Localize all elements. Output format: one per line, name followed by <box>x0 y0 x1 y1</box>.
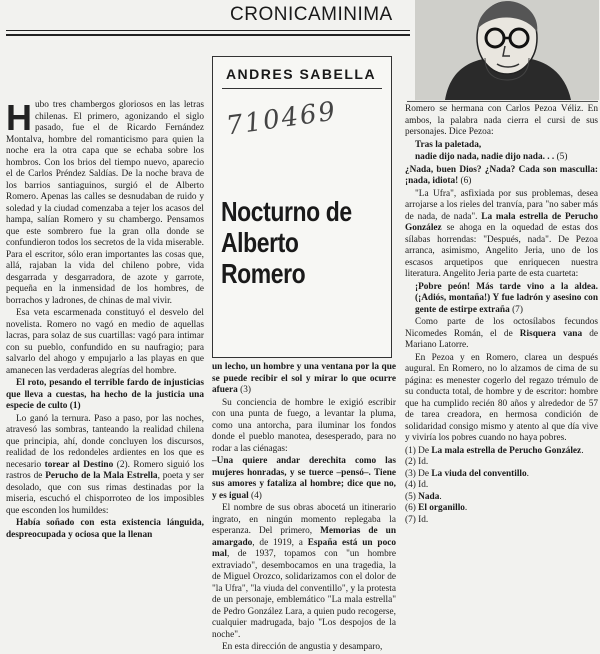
col2-quote-1: un lecho, un hombre y una ventana por la que se puede recibir el sol y mirar lo que ocurre afuera (3) <box>212 362 396 395</box>
col3-paragraph-3: Como parte de los octosílabos fecundos Nicomedes Román, el de Risquera vana de Mariano Latorre. <box>405 317 598 350</box>
author-portrait <box>415 0 599 100</box>
footnote: (5) Nada. <box>405 491 442 502</box>
footnotes <box>405 446 598 527</box>
col1-paragraph-2: Esa veta escarmenada constituyó el desvelo del novelista. Romero no vagó en medio de aquellas lacras, para solaz de sus cuartillas: vagó para intimar con su pueblo, confundido en su naufragio; para salvarlo del ahogo y empujarlo a las playas en que amanecen las verdaderas alegrías del hombre. <box>6 308 204 376</box>
footnote: (1) De La mala estrella de Perucho González. <box>405 445 584 456</box>
section-kicker: CRONICAMINIMA <box>230 4 393 25</box>
col3-paragraph-2: "La Ufra", asfixiada por sus problemas, desea arrojarse a los rieles del tranvía, para "no saber más de nada, de nada". La mala estrella de Perucho González se ahoga en la oquedad de estas dos sílabas horrendas: "Después, nada". De Pezoa arranca, asimismo, Angelito Jeria, uno de los escasos arquetipos que enriquecen nuestra literatura. Angelito Jeria parte de esta cuarteta: <box>405 188 598 279</box>
col3-verse-3: ¡Pobre peón! Más tarde vino a la aldea. (¡Adiós, montaña!) Y fue ladrón y asesino con gente de estirpe extraña (7) <box>415 281 598 315</box>
col2-paragraph-2: El nombre de sus obras abocetá un itinerario ingrato, en ningún momento replegaba la esperanza. Del primero, Memorias de un amargado, de 1919, a España está un poco mal, de 1937, topamos con "un hombre extraviado", desembocamos en una tragedia, la de Miguel Orozco, solidarizamos con el dolor de "la Ufra", "la viuda del conventillo", y la protesta de un personaje, emblemático "La mala estrella" de Pedro González Lara, a quien pudo recogerse, cualquier madrugada, bajo "Los despojos de la noche". <box>212 503 396 640</box>
header-rule-top <box>6 30 410 31</box>
author-name: ANDRES SABELLA <box>225 66 377 82</box>
handwritten-note: 710469 <box>224 96 339 142</box>
col3-quote-1: ¿Nada, buen Dios? ¿Nada? Cada son masculla: ¡nada, idiota! (6) <box>405 164 598 186</box>
column-2 <box>212 362 396 652</box>
author-rule <box>222 88 382 89</box>
col2-paragraph-1: Su conciencia de hombre le exigió escribir con una punta de fuego, a levantar la pluma, como una antorcha, para iluminar los fondos donde el pueblo manotea, desesperado, para no rodar a las ciénagas: <box>212 397 396 454</box>
col1-quote-2: Había soñado con esta existencia lánguida, despreocupada y ociosa que la llenan <box>6 518 204 540</box>
col3-verse-2: nadie dijo nada, nadie dijo nada. . . (5) <box>415 152 568 162</box>
portrait-rule <box>407 101 598 102</box>
article-title <box>221 196 359 289</box>
col1-quote-1: El roto, pesando el terrible fardo de injusticias que lleva a cuestas, ha hecho de la justicia una especie de culto (1) <box>6 378 204 411</box>
col2-quote-2: –Una quiere andar derechita como las mujeres honradas, y se tuerce –pensó–. Tiene sus amores y fataliza al hombre; dice que no, y es igual (4) <box>212 456 396 501</box>
col3-paragraph-1: Romero se hermana con Carlos Pezoa Véliz. En ambos, la palabra nada cierra el cursi de sus personajes. Dice Pezoa: <box>405 104 598 137</box>
title-line-2: Alberto Romero <box>221 227 306 289</box>
footnote: (6) El organillo. <box>405 503 468 513</box>
column-1 <box>6 97 205 540</box>
column-3 <box>405 104 598 523</box>
portrait-drawing <box>415 0 599 100</box>
dropcap: H <box>6 97 32 138</box>
title-line-1: Nocturno de <box>221 196 352 227</box>
col1-paragraph-1: Hubo tres chambergos gloriosos en las letras chilenas. El primero, agonizando el siglo pasado, fue el de Ricardo Fernández Montalva, hombre del romanticismo para quien la noche era la otra capa que se echaba sobre los hombros. Con los brios del tiempo nuevo, aparecio el de Carlos Préndez Saldías. De la noche brava de los barrios santiaguinos, surgió el de Alberto Romero. Apenas las calles se desnudaban de ruido y soledad y la ciudad comenzaba a tejer los acasos del hampa, salían Romero y su chambergo. Pensamos que este sombrero fue la gran olla donde se confundieron todos los secretos de la vida miserable. Para el escritor, sólo eran importantes las cosas que, allá, rajaban la vida del chileno pobre, vida desgarrada y desgarradora, de azote y garrote, pequeña en la inmensidad de los hombres, de borrachos y ladrones, de chinas de mal vivir. <box>6 97 204 306</box>
footnote: (3) De La viuda del conventillo. <box>405 468 529 479</box>
col2-paragraph-3: En esta dirección de angustia y desamparo, <box>222 642 383 652</box>
col3-verse-1: Tras la paletada, <box>415 139 482 150</box>
footnote: (4) Id. <box>405 480 429 490</box>
header-rule-bottom <box>6 34 410 36</box>
col3-paragraph-4: En Pezoa y en Romero, clarea un después augural. En Romero, no lo alzamos de cima de su página: es menester cogerlo del regazo trémulo de su conducta total, de hombre y de escritor: hombre que ha cumplido recién 80 años y alrededor de 57 de tarea creadora, en hermosa condición de solidaridad consigo mismo y atento al que día vive y viviría los pobres cuando no haya pobres. <box>405 352 598 443</box>
col1-paragraph-3: Lo ganó la ternura. Paso a paso, por las noches, atravesó las sombras, tanteando la realidad chilena que principia, ahí, donde concluyen los discursos, realidad de los redondeles ardientes en los que es necesario torear al Destino (2). Romero siguió los rastros de Perucho de la Mala Estrella, poeta y ser desolado, que con sus rimas destinadas por la miseria, escuchó el chisporroteo de los imposibles que esconden los humildes: <box>6 413 205 516</box>
footnote: (2) Id. <box>405 457 429 467</box>
footnote: (7) Id. <box>405 514 429 525</box>
